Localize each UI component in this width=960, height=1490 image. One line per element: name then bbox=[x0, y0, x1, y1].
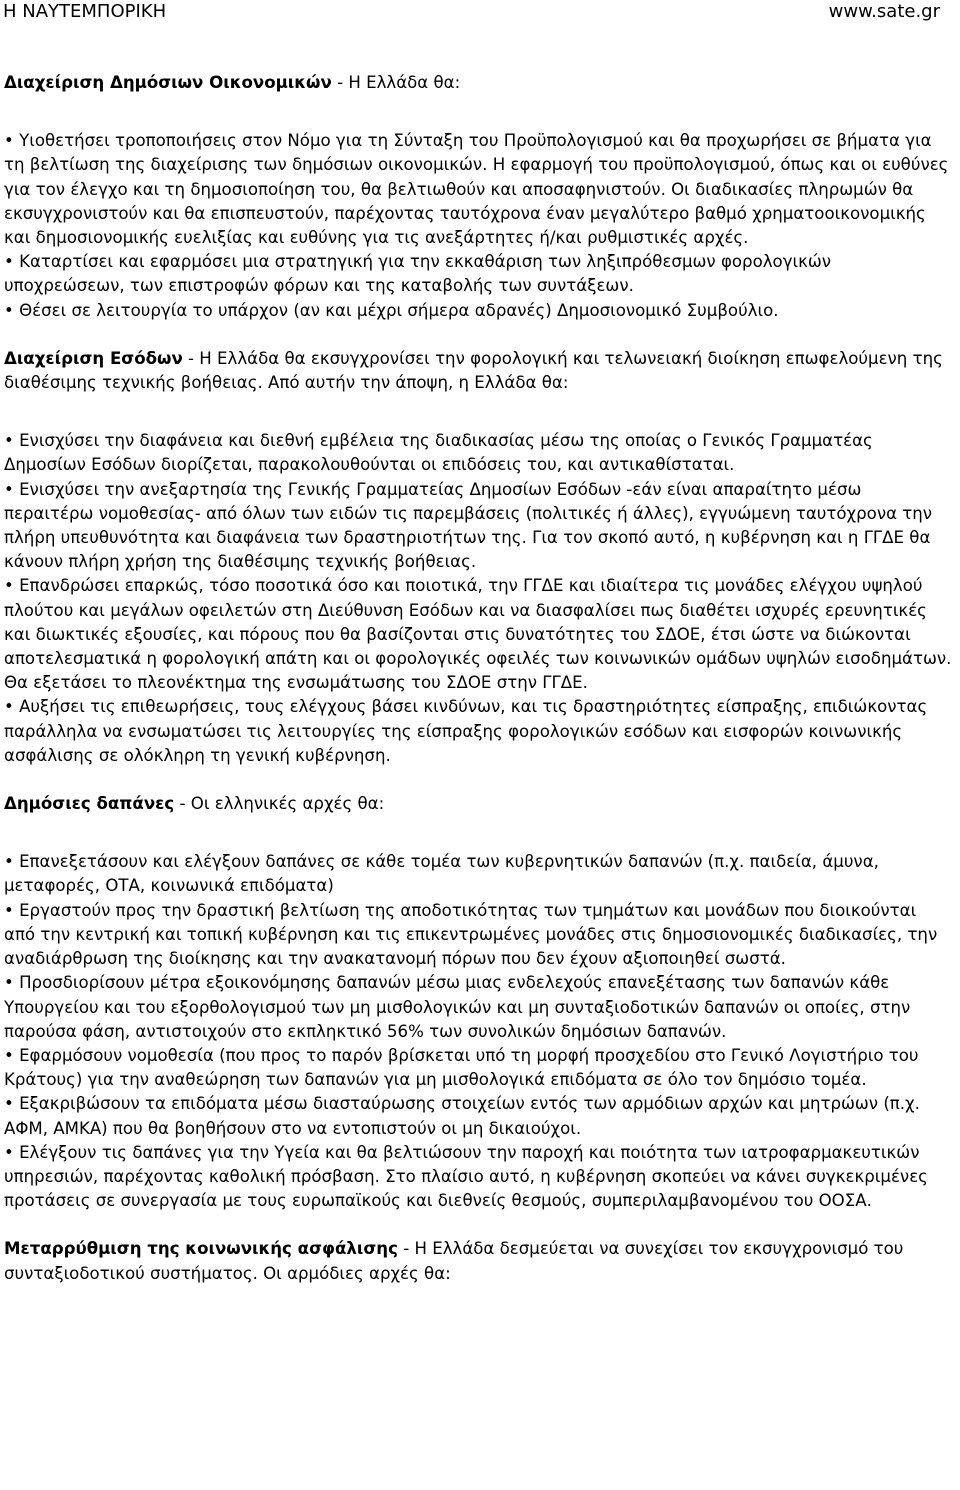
publication-name: Η ΝΑΥΤΕΜΠΟΡΙΚΗ bbox=[3, 1, 167, 22]
bullet-item: • Υιοθετήσει τροποποιήσεις στον Νόμο για τη Σύνταξη του Προϋπολογισμού και θα προχωρήσει σε βήματα για τη βελτίωση της διαχείρισης των δημόσιων οικονομικών. Η εφαρμογή του προϋπολογισμού, όπως και οι ευθύνες για τον έλεγχο και τη δημοσιοποίηση του, θα βελτιωθούν και αποσαφηνιστούν. Οι διαδικασίες πληρωμών θα εκσυγχρονιστούν και θα επισπευστούν, παρέχοντας ταυτόχρονα έναν μεγαλύτερο βαθμό χρηματοοικονομικής και δημοσιονομικής ευελιξίας και ευθύνης για τις ανεξάρτητες ή/και ρυθμιστικές αρχές. bbox=[4, 129, 952, 250]
section-title: Διαχείριση Εσόδων bbox=[4, 348, 183, 368]
section-heading-revenue bbox=[4, 347, 952, 395]
section-heading-social-security bbox=[4, 1237, 952, 1285]
page-header bbox=[0, 0, 960, 26]
section-heading-public-spending bbox=[4, 792, 952, 816]
section-title: Δημόσιες δαπάνες bbox=[4, 794, 175, 814]
bullet-item: • Εφαρμόσουν νομοθεσία (που προς το παρόν βρίσκεται υπό τη μορφή προσχεδίου στο Γενικό Λογιστήριο του Κράτους) για την αναθεώρηση των δαπανών για μη μισθολογικά επιδόματα σε όλο τον δημόσιο τομέα. bbox=[4, 1044, 952, 1092]
section-intro: - Η Ελλάδα θα: bbox=[331, 73, 461, 92]
section-title: Διαχείριση Δημόσιων Οικονομικών bbox=[4, 73, 332, 92]
document-body bbox=[4, 71, 952, 1286]
bullet-item: • Καταρτίσει και εφαρμόσει μια στρατηγική για την εκκαθάριση των ληξιπρόθεσμων φορολογικών υποχρεώσεων, των επιστροφών φόρων και της καταβολής των συντάξεων. bbox=[4, 250, 952, 298]
section-intro: - Οι ελληνικές αρχές θα: bbox=[174, 794, 385, 814]
bullet-item: • Επανδρώσει επαρκώς, τόσο ποσοτικά όσο και ποιοτικά, την ΓΓΔΕ και ιδιαίτερα τις μονάδες ελέγχου υψηλού πλούτου και μεγάλων οφειλετών στη Διεύθυνση Εσόδων και να διασφαλίσει πως διαθέτει ισχυρές ερευνητικές και διωκτικές εξουσίες, και πόρους που θα βασίζονται στις δυνατότητες του ΣΔΟΕ, έτσι ώστε να διώκονται αποτελεσματικά η φορολογική απάτη και οι φορολογικές οφειλές των κοινωνικών ομάδων υψηλών εισοδημάτων. Θα εξετάσει το πλεονέκτημα της ενσωμάτωσης του ΣΔΟΕ στην ΓΓΔΕ. bbox=[4, 574, 952, 695]
section-heading-public-finance bbox=[4, 71, 952, 95]
bullet-item: • Ενισχύσει την ανεξαρτησία της Γενικής Γραμματείας Δημοσίων Εσόδων -εάν είναι απαραίτητο μέσω περαιτέρω νομοθεσίας- από όλων των ειδών τις παρεμβάσεις (πολιτικές ή άλλες), εγγυώμενη ταυτόχρονα την πλήρη υπευθυνότητα και διαφάνεια των δραστηριοτήτων της. Για τον σκοπό αυτό, η κυβέρνηση και η ΓΓΔΕ θα κάνουν πλήρη χρήση της διαθέσιμης τεχνικής βοήθειας. bbox=[4, 478, 952, 575]
section-intro: - Η Ελλάδα δεσμεύεται να συνεχίσει τον εκσυγχρονισμό του συνταξιοδοτικού συστήματος. Οι αρμόδιες αρχές θα: bbox=[4, 1239, 904, 1283]
source-url: www.sate.gr bbox=[828, 1, 940, 22]
bullet-item: • Επανεξετάσουν και ελέγξουν δαπάνες σε κάθε τομέα των κυβερνητικών δαπανών (π.χ. παιδεία, άμυνα, μεταφορές, ΟΤΑ, κοινωνικά επιδόματα) bbox=[4, 850, 952, 898]
bullet-item: • Ελέγξουν τις δαπάνες για την Υγεία και θα βελτιώσουν την παροχή και ποιότητα των ιατροφαρμακευτικών υπηρεσιών, παρέχοντας καθολική πρόσβαση. Στο πλαίσιο αυτό, η κυβέρνηση σκοπεύει να κάνει συγκεκριμένες προτάσεις σε συνεργασία με τους ευρωπαϊκούς και διεθνείς θεσμούς, συμπεριλαμβανομένου του ΟΟΣΑ. bbox=[4, 1141, 952, 1214]
bullet-item: • Εξακριβώσουν τα επιδόματα μέσω διασταύρωσης στοιχείων εντός των αρμόδιων αρχών και μητρώων (π.χ. ΑΦΜ, ΑΜΚΑ) που θα βοηθήσουν στο να εντοπιστούν οι μη δικαιούχοι. bbox=[4, 1092, 952, 1140]
bullet-item: • Θέσει σε λειτουργία το υπάρχον (αν και μέχρι σήμερα αδρανές) Δημοσιονομικό Συμβούλιο. bbox=[4, 299, 952, 323]
bullet-item: • Εργαστούν προς την δραστική βελτίωση της αποδοτικότητας των τμημάτων και μονάδων που διοικούνται από την κεντρική και τοπική κυβέρνηση και τις επικεντρωμένες μονάδες στις δημοσιονομικές διαδικασίες, την αναδιάρθρωση της διοίκησης και την ανακατανομή πόρων που δεν έχουν αξιοποιηθεί σωστά. bbox=[4, 899, 952, 972]
bullet-item: • Ενισχύσει την διαφάνεια και διεθνή εμβέλεια της διαδικασίας μέσω της οποίας ο Γενικός Γραμματέας Δημοσίων Εσόδων διορίζεται, παρακολουθούνται οι επιδόσεις του, και αντικαθίσταται. bbox=[4, 429, 952, 477]
bullet-item: • Αυξήσει τις επιθεωρήσεις, τους ελέγχους βάσει κινδύνων, και τις δραστηριότητες είσπραξης, επιδιώκοντας παράλληλα να ενσωματώσει τις λειτουργίες της είσπραξης φορολογικών εσόδων και εισφορών κοινωνικής ασφάλισης σε ολόκληρη τη γενική κυβέρνηση. bbox=[4, 695, 952, 768]
bullet-item: • Προσδιορίσουν μέτρα εξοικονόμησης δαπανών μέσω μιας ενδελεχούς επανεξέτασης των δαπανών κάθε Υπουργείου και του εξορθολογισμού των μη μισθολογικών και μη συνταξιοδοτικών δαπανών οι οποίες, στην παρούσα φάση, αντιστοιχούν στο εκπληκτικό 56% των συνολικών δημόσιων δαπανών. bbox=[4, 971, 952, 1044]
section-title: Μεταρρύθμιση της κοινωνικής ασφάλισης bbox=[4, 1239, 398, 1259]
section-intro: - Η Ελλάδα θα εκσυγχρονίσει την φορολογική και τελωνειακή διοίκηση επωφελούμενη της διαθέσιμης τεχνικής βοήθειας. Από αυτήν την άποψη, η Ελλάδα θα: bbox=[4, 348, 943, 393]
